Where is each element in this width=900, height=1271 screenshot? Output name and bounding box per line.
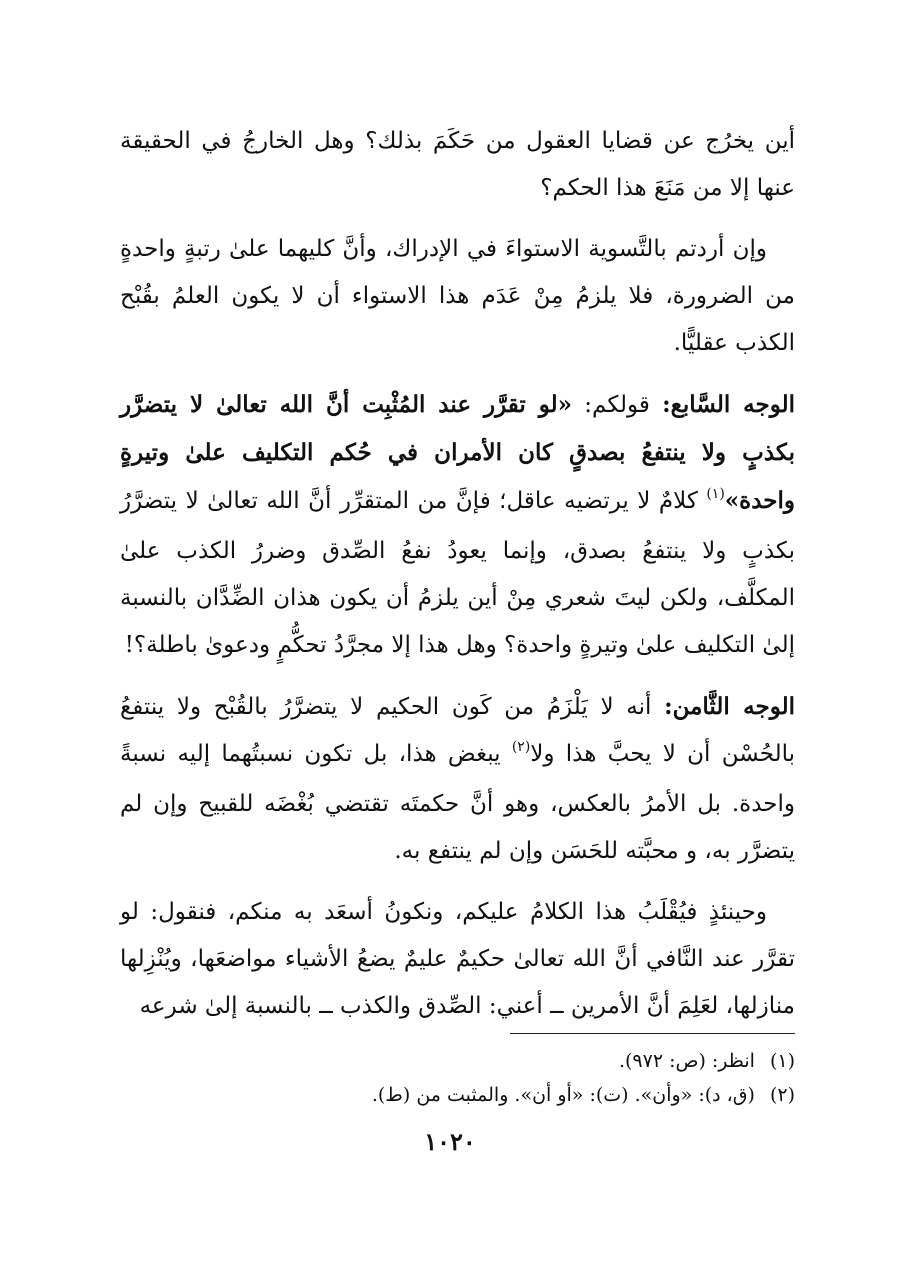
footnote-number: (١)	[769, 1050, 795, 1072]
paragraph-rest: كلامٌ لا يرتضيه عاقل؛ فإنَّ من المتقرِّر أنَّ الله تعالىٰ لا يتضرَّرُ بكذبٍ ولا ينتفعُ بصدق، وإنما يعودُ نفعُ الصِّدق وضررُ الكذب علىٰ المكلَّف، ولكن ليتَ شعري مِنْ أين يلزمُ أن يكون هذان الضِّدَّان بالنسبة إلىٰ التكليف علىٰ وتيرةٍ واحدة؟ وهل هذا إلا مجرَّدُ تحكُّمٍ ودعوىٰ باطلة؟!	[120, 488, 795, 658]
footnote-ref-2[interactable]: (٢)	[511, 739, 531, 755]
footnote-2	[120, 1078, 795, 1112]
quoted-claim: «لو تقرَّر عند المُثْبِت أنَّ الله تعالىٰ لا يتضرَّر بكذبٍ ولا ينتفعُ بصدقٍ كان الأمران في حُكم التكليف علىٰ وتيرةٍ واحدة»	[120, 391, 795, 514]
paragraph-text: وحينئذٍ فيُقْلَبُ هذا الكلامُ عليكم، ونكونُ أسعَد به منكم، فنقول: لو تقرَّر عند النَّافي أنَّ الله تعالىٰ حكيمٌ عليمٌ يضعُ الأشياء مواضعَها، ويُنْزِلها منازلها، لعَلِمَ أنَّ الأمرين ــ أعني: الصِّدق والكذب ــ بالنسبة إلىٰ شرعه	[120, 899, 795, 1019]
paragraph-1	[120, 118, 795, 212]
footnote-number: (٢)	[769, 1084, 795, 1106]
paragraph-intro: أنه لا يَلْزَمُ من كَون الحكيم لا يتضرَّرُ بالقُبْح ولا ينتفعُ بالحُسْن أن لا يحبَّ هذا ولا	[120, 694, 795, 767]
footnote-1	[120, 1044, 795, 1078]
paragraph-text: أين يخرُج عن قضايا العقول من حَكَمَ بذلك؟ وهل الخارجُ في الحقيقة عنها إلا من مَنَعَ هذا الحكم؟	[120, 128, 795, 201]
footnotes	[120, 1044, 795, 1112]
paragraph-5	[120, 889, 795, 1030]
section-heading: الوجه السَّابع:	[662, 391, 795, 418]
paragraph-seventh-aspect	[120, 381, 795, 669]
paragraph-rest: يبغض هذا، بل تكون نسبتُهما إليه نسبةً واحدة. بل الأمرُ بالعكس، وهو أنَّ حكمتَه تقتضي بُغْضَه للقبيح وإن لم يتضرَّر به، و محبَّته للحَسَن وإن لم ينتفع به.	[120, 741, 795, 864]
footnote-divider	[510, 1033, 795, 1034]
main-text	[120, 118, 795, 1044]
footnote-text: انظر: (ص: ٩٧٢).	[618, 1050, 755, 1072]
paragraph-text: وإن أردتم بالتَّسوية الاستواءَ في الإدراك، وأنَّ كليهما علىٰ رتبةٍ واحدةٍ من الضرورة، فلا يلزمُ مِنْ عَدَم هذا الاستواء أن لا يكون العلمُ بقُبْح الكذب عقليًّا.	[120, 236, 795, 356]
footnote-text: (ق، د): «وأن». (ت): «أو أن». والمثبت من (ط).	[371, 1084, 755, 1106]
page-number: ١٠٢٠	[424, 1127, 476, 1156]
section-heading: الوجه الثَّامن:	[664, 693, 795, 720]
paragraph-eighth-aspect	[120, 683, 795, 875]
paragraph-intro: قولكم:	[572, 392, 663, 418]
paragraph-2	[120, 226, 795, 367]
footnote-ref-1[interactable]: (١)	[706, 486, 725, 502]
